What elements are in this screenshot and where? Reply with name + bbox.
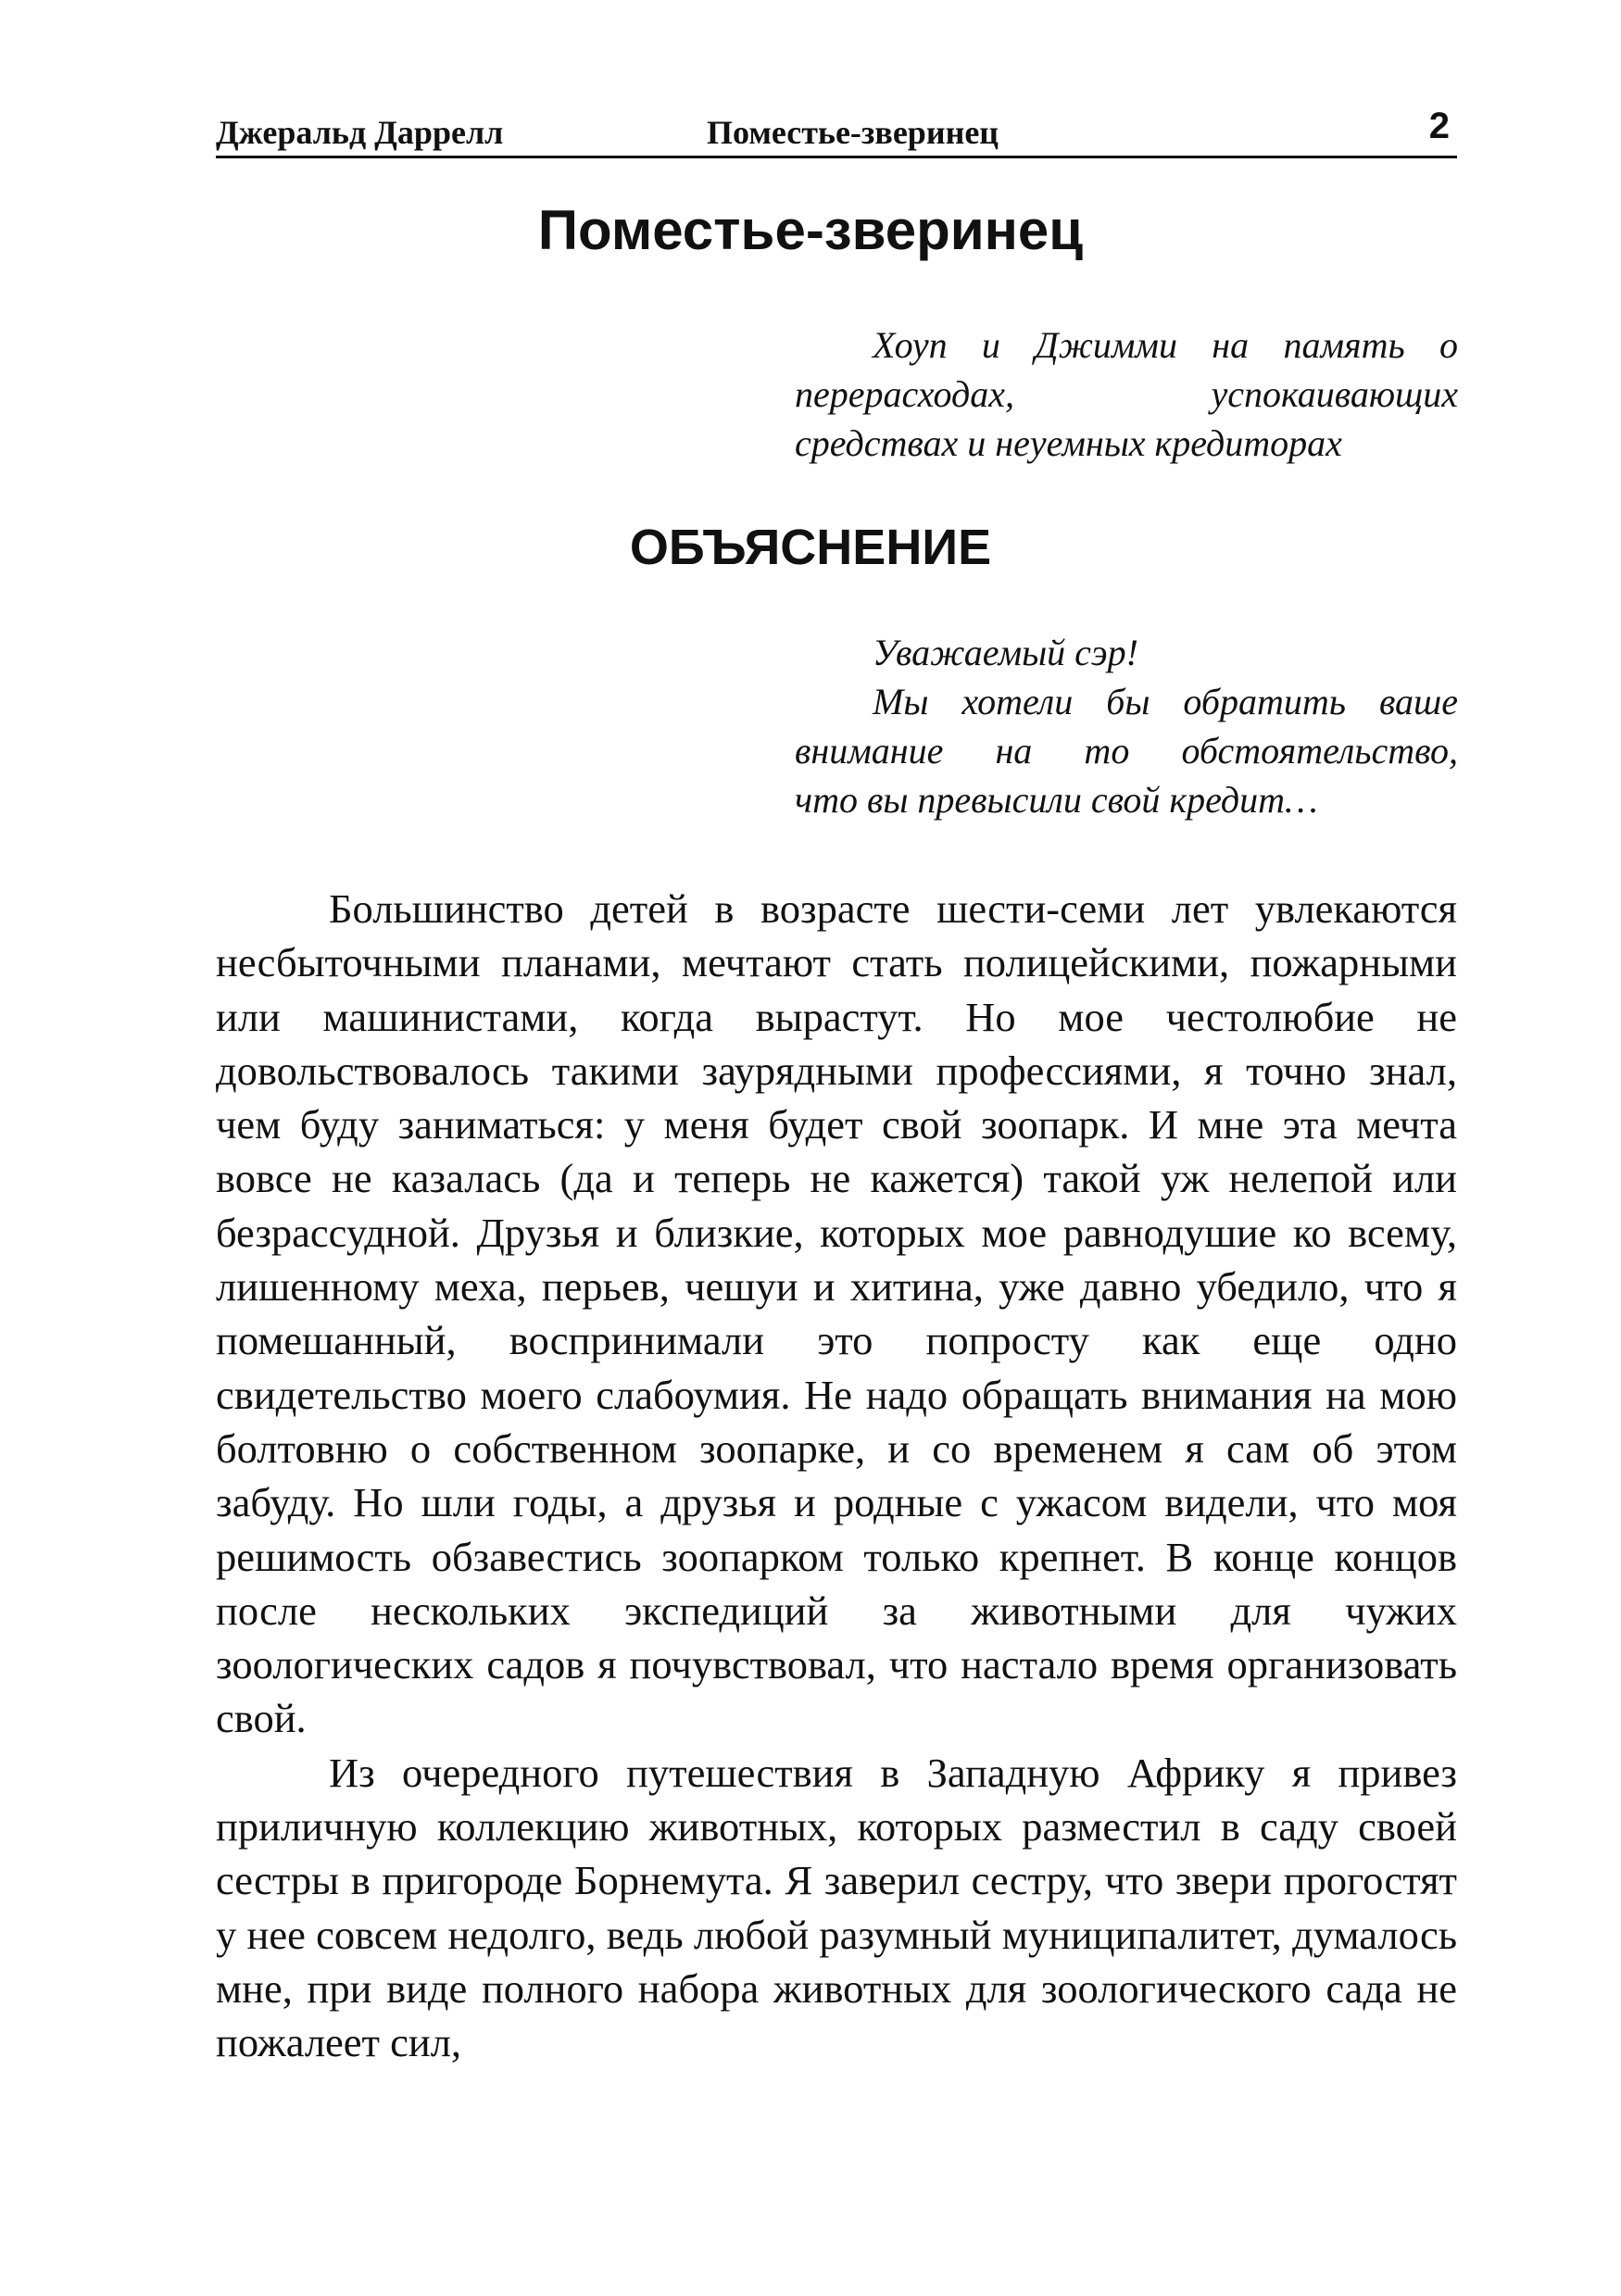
letter-line: что вы превысили свой кредит… <box>795 779 1318 821</box>
letter-line: Уважаемый сэр! <box>873 632 1138 673</box>
paragraph: Большинство детей в возрасте шести-семи лет увлекаются несбыточными планами, мечтают стать полицейскими, пожарными или машинистами, когда вырастут. Но мое честолюбие не довольствовалось такими заурядными профессиями, я точно знал, чем буду заниматься: у меня будет свой зоопарк. И мне эта мечта вовсе не казалась (да и теперь не кажется) такой уж нелепой или безрассудной. Друзья и близкие, которых мое равнодушие ко всему, лишенному меха, перьев, чешуи и хитина, уже давно убедило, что я помешанный, воспринимали это попросту как еще одно свидетельство моего слабоумия. Не надо обращать внимания на мою болтовню о собственном зоопарке, и со временем я сам об этом забуду. Но шли годы, а друзья и родные с ужасом видели, что моя решимость обзавестись зоопарком только крепнет. В конце концов после нескольких экспедиций за животными для чужих зоологических садов я почувствовал, что настало время организовать свой. <box>216 885 1457 1742</box>
letter-epigraph <box>795 628 1458 824</box>
book-title: Поместье-зверинец <box>537 199 1084 261</box>
section-title: ОБЪЯСНЕНИЕ <box>629 520 992 575</box>
running-header <box>216 104 1457 158</box>
paragraph: Из очередного путешествия в Западную Африку я привез приличную коллекцию животных, которых разместил в саду своей сестры в пригороде Борнемута. Я заверил сестру, что звери прогостят у нее совсем недолго, ведь любой разумный муниципалитет, думалось мне, при виде полного набора животных для зоологического сада не пожалеет сил, <box>216 1749 1457 2066</box>
body-text <box>216 882 1457 2070</box>
page-number: 2 <box>1428 106 1450 146</box>
letter-line: внимание на то обстоятельство, <box>795 730 1458 772</box>
dedication-line: Хоуп и Джимми на память о <box>873 324 1458 366</box>
dedication-line: средствах и неуемных кредиторах <box>795 422 1342 464</box>
letter-line: Мы хотели бы обратить ваше <box>873 681 1458 722</box>
header-author: Джеральд Даррелл <box>216 114 504 151</box>
dedication <box>795 320 1458 468</box>
header-book-title: Поместье-зверинец <box>707 114 999 151</box>
dedication-line: перерасходах, успокаивающих <box>795 373 1458 415</box>
